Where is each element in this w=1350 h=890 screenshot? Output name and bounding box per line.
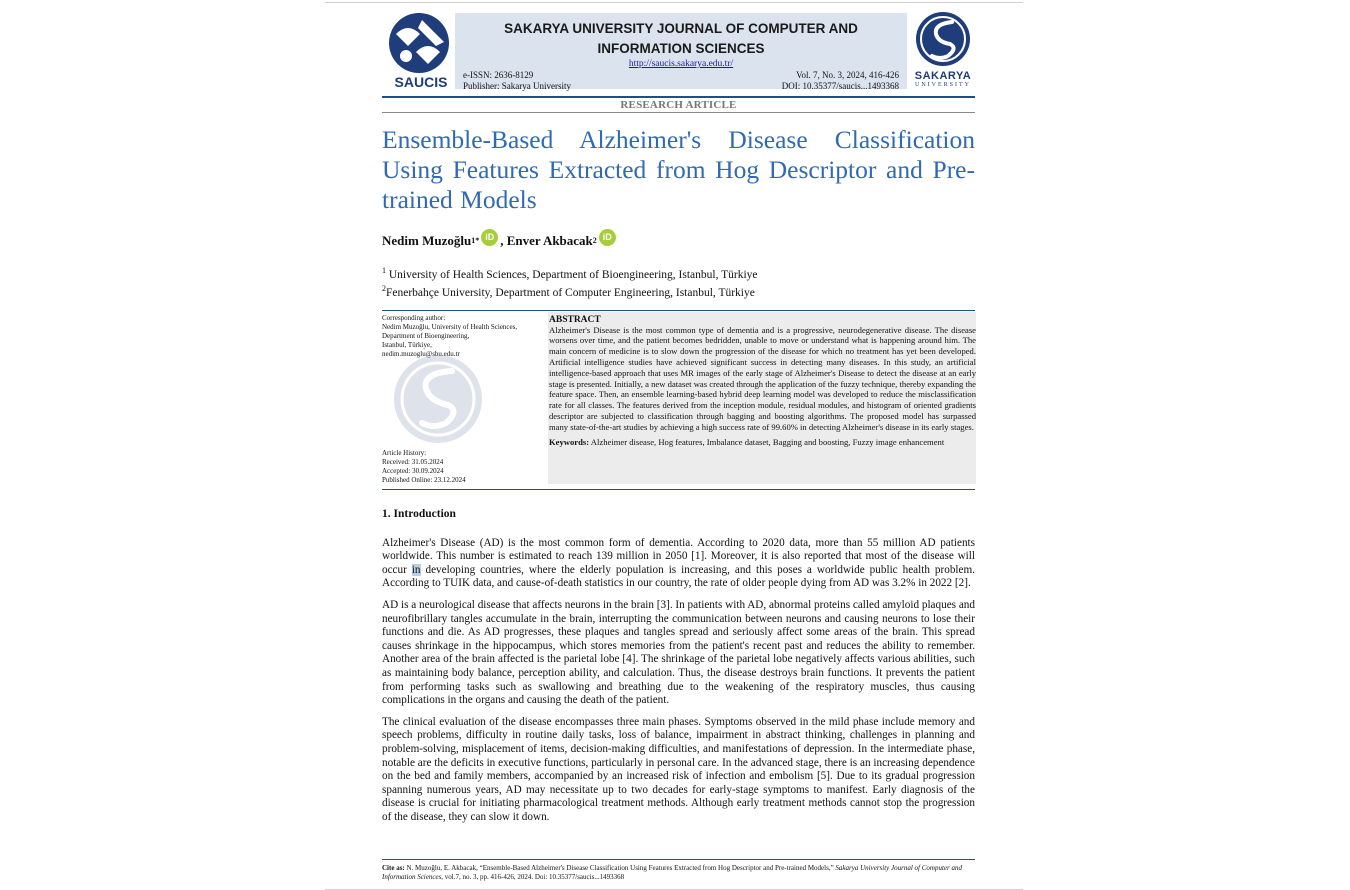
author-list [382, 229, 975, 252]
journal-title-line2: INFORMATION SCIENCES [597, 41, 765, 56]
affiliation-text-1: University of Health Sciences, Department of Bioengineering, Istanbul, Türkiye [388, 268, 758, 281]
author-name-1: Nedim Muzoğlu [382, 232, 472, 248]
corresponding-email[interactable]: nedim.muzoglu@sbu.edu.tr [382, 349, 460, 358]
orcid-icon[interactable]: iD [481, 229, 498, 246]
history-accepted: Accepted: 30.09.2024 [382, 466, 444, 475]
corresponding-line3: Istanbul, Türkiye, [382, 340, 432, 349]
orcid-icon[interactable]: iD [599, 229, 616, 246]
article-history [382, 449, 466, 485]
keywords [549, 437, 976, 448]
keywords-text: Alzheimer disease, Hog features, Imbalance dataset, Bagging and boosting, Fuzzy image enhancement [590, 436, 945, 447]
paragraph-1 [382, 537, 975, 591]
sakarya-logo-icon [912, 10, 974, 70]
info-bottom-rule [382, 489, 975, 490]
paragraph-1-part-a: Alzheimer's Disease (AD) is the most common form of dementia. According to 2020 data, more than 55 million AD patients worldwide. This number is estimated to reach 139 million in 2050 [1]. Moreover, it is also reported that most of the disease will occur [382, 536, 975, 576]
corresponding-line2: Department of Bioengineering, [382, 331, 470, 340]
volume-block [782, 70, 899, 92]
saucis-logo [386, 12, 452, 92]
history-received: Received: 31.05.2024 [382, 457, 444, 466]
affiliation-1 [382, 264, 975, 282]
highlighted-word[interactable]: in [411, 563, 421, 576]
eissn: e-ISSN: 2636-8129 [463, 70, 534, 80]
corresponding-label: Corresponding author: [382, 313, 446, 322]
cite-label: Cite as: [382, 864, 405, 872]
author-sup-2: 2 [592, 236, 597, 245]
author-sup-1: 1* [471, 236, 480, 245]
journal-header [382, 10, 975, 98]
paragraph-1-part-b: developing countries, where the elderly population is increasing, and this poses a worldwide public health problem. According to TUIK data, and cause-of-death statistics in our country, the rate of older people dying from AD was 3.2% in 2022 [2]. [382, 563, 975, 590]
abstract-box [548, 312, 976, 484]
citation-footer [382, 859, 975, 882]
saucis-logo-icon [386, 12, 452, 74]
abstract-text: Alzheimer's Disease is the most common type of dementia and is a progressive, neurodegenerative disease. The disease worsens over time, and the patient becomes bedridden, unable to move or understand what is happening around him. The main concern of medicine is to slow down the progression of the disease for which no treatment has yet been developed. Artificial intelligence studies have achieved significant success in detecting many diseases. In this study, an artificial intelligence-based approach that uses MR images of the early stage of Alzheimer's Disease to detect the disease at an early stage is presented. Initially, a new dataset was created through the application of the fuzzy technique, thereby expanding the feature space. Then, an ensemble learning-based hybrid deep learning model was developed to reduce the misclassification rate for all classes. The features derived from the inception module, residual modules, and histogram of oriented gradients descriptor are subjected to classification through bagging and boosting algorithms. The proposed model has surpassed many state-of-the-art studies by achieving a high success rate of 99.60% in detecting Alzheimer's disease in its early stages. [549, 324, 976, 432]
journal-title-line1: SAKARYA UNIVERSITY JOURNAL OF COMPUTER AND [504, 21, 858, 36]
doi: DOI: 10.35377/saucis...1493368 [781, 81, 899, 91]
cite-journal: Sakarya University Journal of Computer and Information Sciences [382, 864, 962, 881]
volume-info: Vol. 7, No. 3, 2024, 416-426 [796, 70, 899, 80]
section-body [382, 537, 975, 825]
keywords-label: Keywords: [549, 436, 590, 447]
affiliation-2 [382, 282, 975, 300]
paper-title: Ensemble-Based Alzheimer's Disease Classification Using Features Extracted from Hog Descriptor and Pre-trained Models [382, 125, 975, 214]
article-type-rule [382, 112, 975, 113]
journal-title [455, 19, 907, 59]
journal-url-link[interactable]: http://saucis.sakarya.edu.tr/ [628, 59, 734, 69]
corresponding-line1: Nedim Muzoğlu, University of Health Sciences, [382, 322, 518, 331]
sakarya-logo-text: SAKARYA [914, 70, 972, 82]
article-info-row [382, 310, 975, 489]
cite-rest: , vol.7, no. 3, pp. 416-426, 2024. Doi: 10.35377/saucis...1493368 [441, 873, 625, 881]
saucis-logo-text: SAUCIS [394, 74, 448, 90]
affiliation-sup-1: 1 [382, 266, 386, 275]
affiliation-text-2: Fenerbahçe University, Department of Computer Engineering, Istanbul, Türkiye [386, 286, 755, 299]
paragraph-2: AD is a neurological disease that affects neurons in the brain [3]. In patients with AD, abnormal proteins called amyloid plaques and neurofibrillary tangles accumulate in the brain, interrupting the communication between neurons and causing neurons to lose their functions and die. As AD progresses, these plaques and tangles spread and seriously affect some areas of the brain. This spread causes shrinkage in the hippocampus, which stores memories from the patient's recent past and reduces the ability to remember. Another area of the brain affected is the parietal lobe [4]. The shrinkage of the parietal lobe negatively affects various abilities, such as maintaining body balance, perception ability, and calculation. Thus, the disease destroys brain functions. It prevents the patient from performing tasks such as swallowing and breathing due to the weakening of the respiratory muscles, thus causing complications in the organs and causing the death of the patient. [382, 599, 975, 707]
author-name-2: Enver Akbacak [506, 232, 593, 248]
history-label: Article History: [382, 448, 427, 457]
abstract-heading: ABSTRACT [549, 314, 601, 325]
affiliations [382, 264, 975, 300]
corresponding-author [382, 311, 540, 359]
publisher: Publisher: Sakarya University [463, 81, 571, 91]
author-separator: , [500, 232, 507, 248]
section-heading: 1. Introduction [382, 507, 456, 520]
journal-info-box [455, 13, 907, 89]
affiliation-sup-2: 2 [382, 283, 386, 293]
issn-block [463, 70, 571, 92]
paper-page [382, 10, 975, 825]
watermark-logo-icon [392, 353, 484, 445]
history-published: Published Online: 23.12.2024 [382, 475, 466, 484]
sakarya-logo [912, 10, 974, 92]
cite-text: N. Muzoğlu, E. Akbacak, “Ensemble-Based Alzheimer's Disease Classification Using Features Extracted from Hog Descriptor and Pre-trained Models,” [406, 864, 834, 872]
article-type: RESEARCH ARTICLE [620, 99, 737, 111]
sakarya-logo-subtext: UNIVERSITY [915, 82, 971, 88]
paragraph-3: The clinical evaluation of the disease encompasses three main phases. Symptoms observed in the mild phase include memory and speech problems, difficulty in routine daily tasks, loss of balance, impairment in abstract thinking, challenges in planning and problem-solving, misplacement of items, decision-making difficulties, and manifestations of depression. In the intermediate phase, notable are the deficits in executive functions, particularly in personal care. In the advanced stage, there is an increasing dependence on the bed and family members, accompanied by an increased risk of infection and embolism [5]. Due to its gradual progression spanning numerous years, AD may necessitate up to two decades for early-stage symptoms to manifest. Early diagnosis of the disease is crucial for initiating pharmacological treatment methods. Although early treatment methods cannot stop the progression of the disease, they can slow it down. [382, 715, 975, 823]
